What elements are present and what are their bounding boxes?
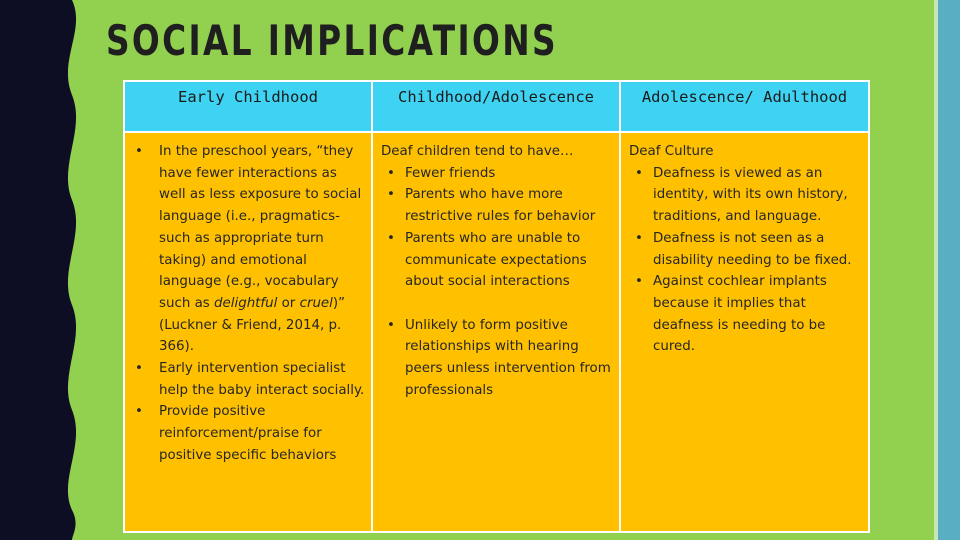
column-lead: Deaf Culture <box>629 144 714 159</box>
quote-emphasis-cruel: cruel <box>299 295 333 311</box>
list-item: • Parents who have more restrictive rules for behavior <box>379 184 615 227</box>
list-item <box>131 141 367 358</box>
quote-emphasis-delightful: delightful <box>214 295 278 311</box>
adolescence-adulthood-cell <box>620 132 869 532</box>
header-adolescence-adulthood: Adolescence/ Adulthood <box>620 81 869 132</box>
list-item: • Early intervention specialist help the baby interact socially. <box>131 358 367 401</box>
header-childhood-adolescence: Childhood/Adolescence <box>372 81 620 132</box>
early-childhood-cell <box>124 132 372 532</box>
quote-text: In the preschool years, “they have fewer interactions as well as less exposure to social language (i.e., pragmatics- such as appropriate turn taking) and emotional language (e.g., vocabulary such as <box>159 144 362 311</box>
list-item: • Provide positive reinforcement/praise for positive specific behaviors <box>131 401 367 466</box>
list-item: • Unlikely to form positive relationships with hearing peers unless intervention from professionals <box>379 315 615 402</box>
list-item: • Parents who are unable to communicate expectations about social interactions <box>379 228 615 293</box>
wavy-side-band <box>0 0 90 540</box>
body-row <box>124 132 869 532</box>
childhood-adolescence-list <box>379 163 615 402</box>
social-implications-table <box>123 80 870 533</box>
right-accent-strip <box>938 0 960 540</box>
list-item: • Deafness is viewed as an identity, with its own history, traditions, and language. <box>627 163 864 228</box>
slide-title: SOCIAL IMPLICATIONS <box>106 16 558 65</box>
quote-citation: )” (Luckner & Friend, 2014, p. 366). <box>159 295 346 355</box>
header-early-childhood: Early Childhood <box>124 81 372 132</box>
childhood-adolescence-cell <box>372 132 620 532</box>
list-item: • Against cochlear implants because it implies that deafness is needing to be cured. <box>627 271 864 358</box>
adolescence-adulthood-list <box>627 163 864 358</box>
quote-text: or <box>277 295 300 311</box>
list-item: • Deafness is not seen as a disability needing to be fixed. <box>627 228 864 271</box>
early-childhood-list <box>131 141 367 467</box>
list-item: • Fewer friends <box>379 163 615 185</box>
header-row <box>124 81 869 132</box>
column-lead: Deaf children tend to have… <box>381 144 574 159</box>
